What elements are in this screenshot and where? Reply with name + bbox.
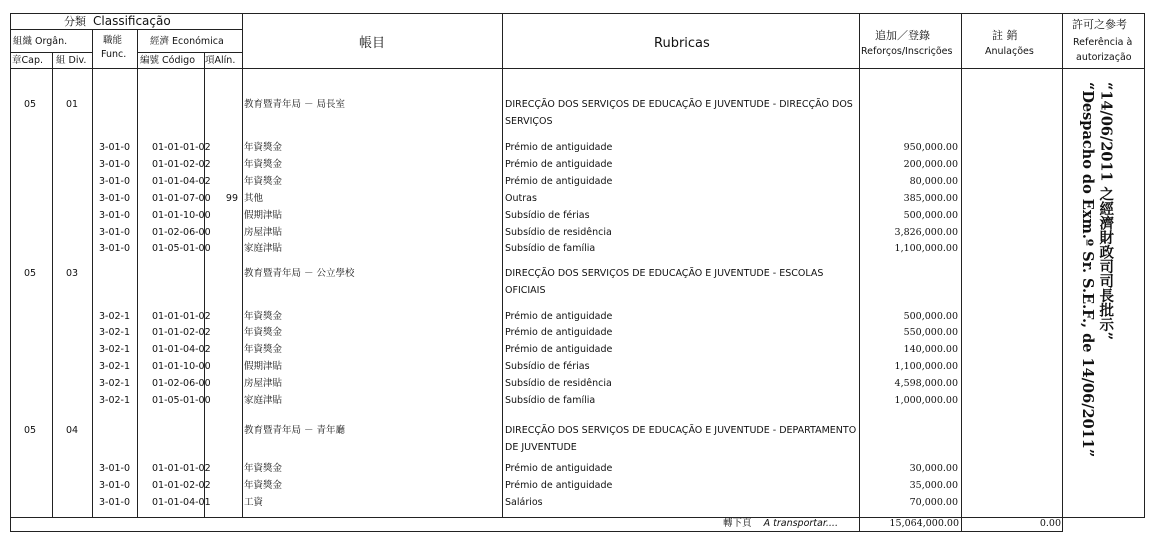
header-anulacoes-pt: Anulações (985, 46, 1034, 57)
row-amount: 80,000.00 (909, 176, 958, 187)
row-alin: 99 (225, 193, 238, 204)
footer-transport (723, 519, 838, 529)
footer-transport-zh: 轉下頁 (723, 518, 752, 529)
row-code: 01-05-01-00 (152, 395, 211, 406)
row-rubrica-zh: 年資獎金 (244, 176, 283, 187)
row-rubrica-zh: 家庭津貼 (244, 395, 283, 406)
row-rubrica-zh: 其他 (244, 193, 264, 204)
header-economica: 經濟 Económica (150, 36, 224, 47)
header-classificacao-zh: 分類 (64, 15, 86, 28)
group-title-zh: 教育暨青年局 － 公立學校 (244, 268, 355, 279)
row-rubrica-zh: 年資獎金 (244, 480, 283, 491)
row-rubrica-pt: Outras (505, 193, 537, 204)
row-func: 3-01-0 (99, 193, 131, 204)
row-func: 3-01-0 (99, 210, 131, 221)
row-code: 01-02-06-00 (152, 227, 211, 238)
row-rubrica-zh: 房屋津貼 (244, 378, 283, 389)
header-referencia-pt2: autorização (1076, 52, 1132, 63)
row-amount: 1,100,000.00 (894, 361, 958, 372)
row-rubrica-pt: Prémio de antiguidade (505, 176, 613, 187)
header-classificacao-pt: Classificação (93, 14, 171, 28)
row-code: 01-01-01-02 (152, 142, 211, 153)
row-code: 01-01-01-02 (152, 311, 211, 322)
row-func: 3-01-0 (99, 227, 131, 238)
row-code: 01-02-06-00 (152, 378, 211, 389)
row-amount: 140,000.00 (903, 344, 958, 355)
header-classificacao (64, 15, 171, 27)
col-line-func (92, 29, 93, 518)
group-div: 04 (66, 425, 79, 436)
group-title-pt-2: OFICIAIS (505, 285, 546, 296)
row-rubrica-zh: 年資獎金 (244, 327, 283, 338)
row-rubrica-pt: Salários (505, 497, 543, 508)
group-title-pt-2: DE JUVENTUDE (505, 442, 577, 453)
header-line-2 (10, 52, 92, 53)
row-func: 3-01-0 (99, 159, 131, 170)
row-rubrica-pt: Prémio de antiguidade (505, 311, 613, 322)
row-rubrica-pt: Subsídio de férias (505, 361, 590, 372)
footer-total-reforcos: 15,064,000.00 (889, 518, 959, 529)
group-title-zh: 教育暨青年局 － 局長室 (244, 99, 346, 110)
row-amount: 500,000.00 (903, 210, 958, 221)
row-func: 3-01-0 (99, 176, 131, 187)
group-title-zh: 教育暨青年局 － 青年廳 (244, 425, 346, 436)
row-rubrica-zh: 假期津貼 (244, 361, 283, 372)
group-title-pt-1: DIRECÇÃO DOS SERVIÇOS DE EDUCAÇÃO E JUVENTUDE - DIRECÇÃO DOS (505, 99, 853, 110)
row-amount: 1,000,000.00 (894, 395, 958, 406)
row-rubrica-pt: Subsídio de família (505, 243, 596, 254)
header-referencia-pt1: Referência à (1073, 37, 1133, 48)
row-func: 3-02-1 (99, 378, 131, 389)
row-rubrica-pt: Prémio de antiguidade (505, 159, 613, 170)
row-rubrica-zh: 年資獎金 (244, 344, 283, 355)
row-code: 01-01-04-02 (152, 176, 211, 187)
row-code: 01-05-01-00 (152, 243, 211, 254)
row-amount: 70,000.00 (909, 497, 958, 508)
row-amount: 30,000.00 (909, 463, 958, 474)
header-referencia-zh: 許可之參考 (1072, 18, 1127, 31)
row-func: 3-02-1 (99, 344, 131, 355)
row-code: 01-01-10-00 (152, 361, 211, 372)
row-func: 3-02-1 (99, 311, 131, 322)
row-rubrica-zh: 家庭津貼 (244, 243, 283, 254)
row-amount: 1,100,000.00 (894, 243, 958, 254)
group-cap: 05 (24, 425, 37, 436)
col-line-alin (204, 52, 205, 518)
row-code: 01-01-02-02 (152, 480, 211, 491)
row-amount: 35,000.00 (909, 480, 958, 491)
row-rubrica-pt: Subsídio de família (505, 395, 596, 406)
row-func: 3-01-0 (99, 463, 131, 474)
header-bottom-line (10, 68, 1145, 69)
row-code: 01-01-02-02 (152, 327, 211, 338)
header-funcional-pt: Func. (101, 49, 127, 60)
footer-transport-pt: A transportar.... (763, 518, 838, 529)
header-cap: 章Cap. (12, 55, 44, 66)
header-rubricas-zh: 帳目 (359, 36, 386, 51)
row-rubrica-zh: 房屋津貼 (244, 227, 283, 238)
group-cap: 05 (24, 268, 37, 279)
col-line-anulacoes (961, 13, 962, 532)
row-func: 3-01-0 (99, 480, 131, 491)
row-rubrica-pt: Prémio de antiguidade (505, 344, 613, 355)
row-amount: 550,000.00 (903, 327, 958, 338)
row-amount: 385,000.00 (903, 193, 958, 204)
group-title-pt-1: DIRECÇÃO DOS SERVIÇOS DE EDUCAÇÃO E JUVENTUDE - ESCOLAS (505, 268, 824, 279)
row-amount: 950,000.00 (903, 142, 958, 153)
header-anulacoes-zh: 註 銷 (992, 29, 1018, 42)
row-func: 3-01-0 (99, 142, 131, 153)
row-code: 01-01-01-02 (152, 463, 211, 474)
row-code: 01-01-04-01 (152, 497, 211, 508)
header-organica: 組織 Orgân. (13, 36, 68, 47)
row-rubrica-zh: 年資獎金 (244, 463, 283, 474)
row-rubrica-pt: Subsídio de férias (505, 210, 590, 221)
row-rubrica-pt: Subsídio de residência (505, 227, 612, 238)
row-code: 01-01-02-02 (152, 159, 211, 170)
col-line-code (137, 29, 138, 518)
header-funcional-zh: 職能 (103, 35, 123, 46)
row-func: 3-02-1 (99, 395, 131, 406)
row-amount: 500,000.00 (903, 311, 958, 322)
authorization-reference (1078, 82, 1115, 458)
group-div: 01 (66, 99, 79, 110)
row-code: 01-01-04-02 (152, 344, 211, 355)
row-rubrica-pt: Subsídio de residência (505, 378, 612, 389)
header-reforcos-zh: 追加／登錄 (875, 29, 930, 42)
row-rubrica-zh: 假期津貼 (244, 210, 283, 221)
row-func: 3-01-0 (99, 497, 131, 508)
col-line-div (52, 52, 53, 518)
header-alinea: 項Alín. (205, 55, 236, 66)
row-code: 01-01-07-00 (152, 193, 211, 204)
row-rubrica-pt: Prémio de antiguidade (505, 142, 613, 153)
row-func: 3-01-0 (99, 243, 131, 254)
group-div: 03 (66, 268, 79, 279)
authorization-line-1: “14/06/2011 之經濟財政司司長批示” (1097, 82, 1115, 341)
row-code: 01-01-10-00 (152, 210, 211, 221)
header-reforcos-pt: Reforços/Inscrições (861, 46, 953, 57)
header-line-3 (137, 52, 242, 53)
row-rubrica-zh: 工資 (244, 497, 264, 508)
header-codigo: 編號 Código (140, 55, 196, 66)
col-line-zh (242, 13, 243, 518)
row-rubrica-zh: 年資獎金 (244, 142, 283, 153)
row-amount: 4,598,000.00 (894, 378, 958, 389)
group-title-pt-1: DIRECÇÃO DOS SERVIÇOS DE EDUCAÇÃO E JUVENTUDE - DEPARTAMENTO (505, 425, 857, 436)
header-line-1 (10, 29, 242, 30)
row-rubrica-zh: 年資獎金 (244, 159, 283, 170)
row-func: 3-02-1 (99, 327, 131, 338)
row-rubrica-pt: Prémio de antiguidade (505, 463, 613, 474)
header-div: 組 Div. (56, 55, 87, 66)
row-amount: 200,000.00 (903, 159, 958, 170)
header-rubricas-pt: Rubricas (654, 36, 710, 51)
col-line-pt (502, 13, 503, 518)
row-rubrica-zh: 年資獎金 (244, 311, 283, 322)
row-func: 3-02-1 (99, 361, 131, 372)
row-amount: 3,826,000.00 (894, 227, 958, 238)
authorization-line-2: “Despacho do Exm.º Sr. S.E.F., de 14/06/2011” (1079, 82, 1097, 458)
row-rubrica-pt: Prémio de antiguidade (505, 480, 613, 491)
group-cap: 05 (24, 99, 37, 110)
footer-total-anulacoes: 0.00 (1039, 518, 1061, 529)
group-title-pt-2: SERVIÇOS (505, 116, 553, 127)
row-rubrica-pt: Prémio de antiguidade (505, 327, 613, 338)
col-line-reforcos (859, 13, 860, 532)
